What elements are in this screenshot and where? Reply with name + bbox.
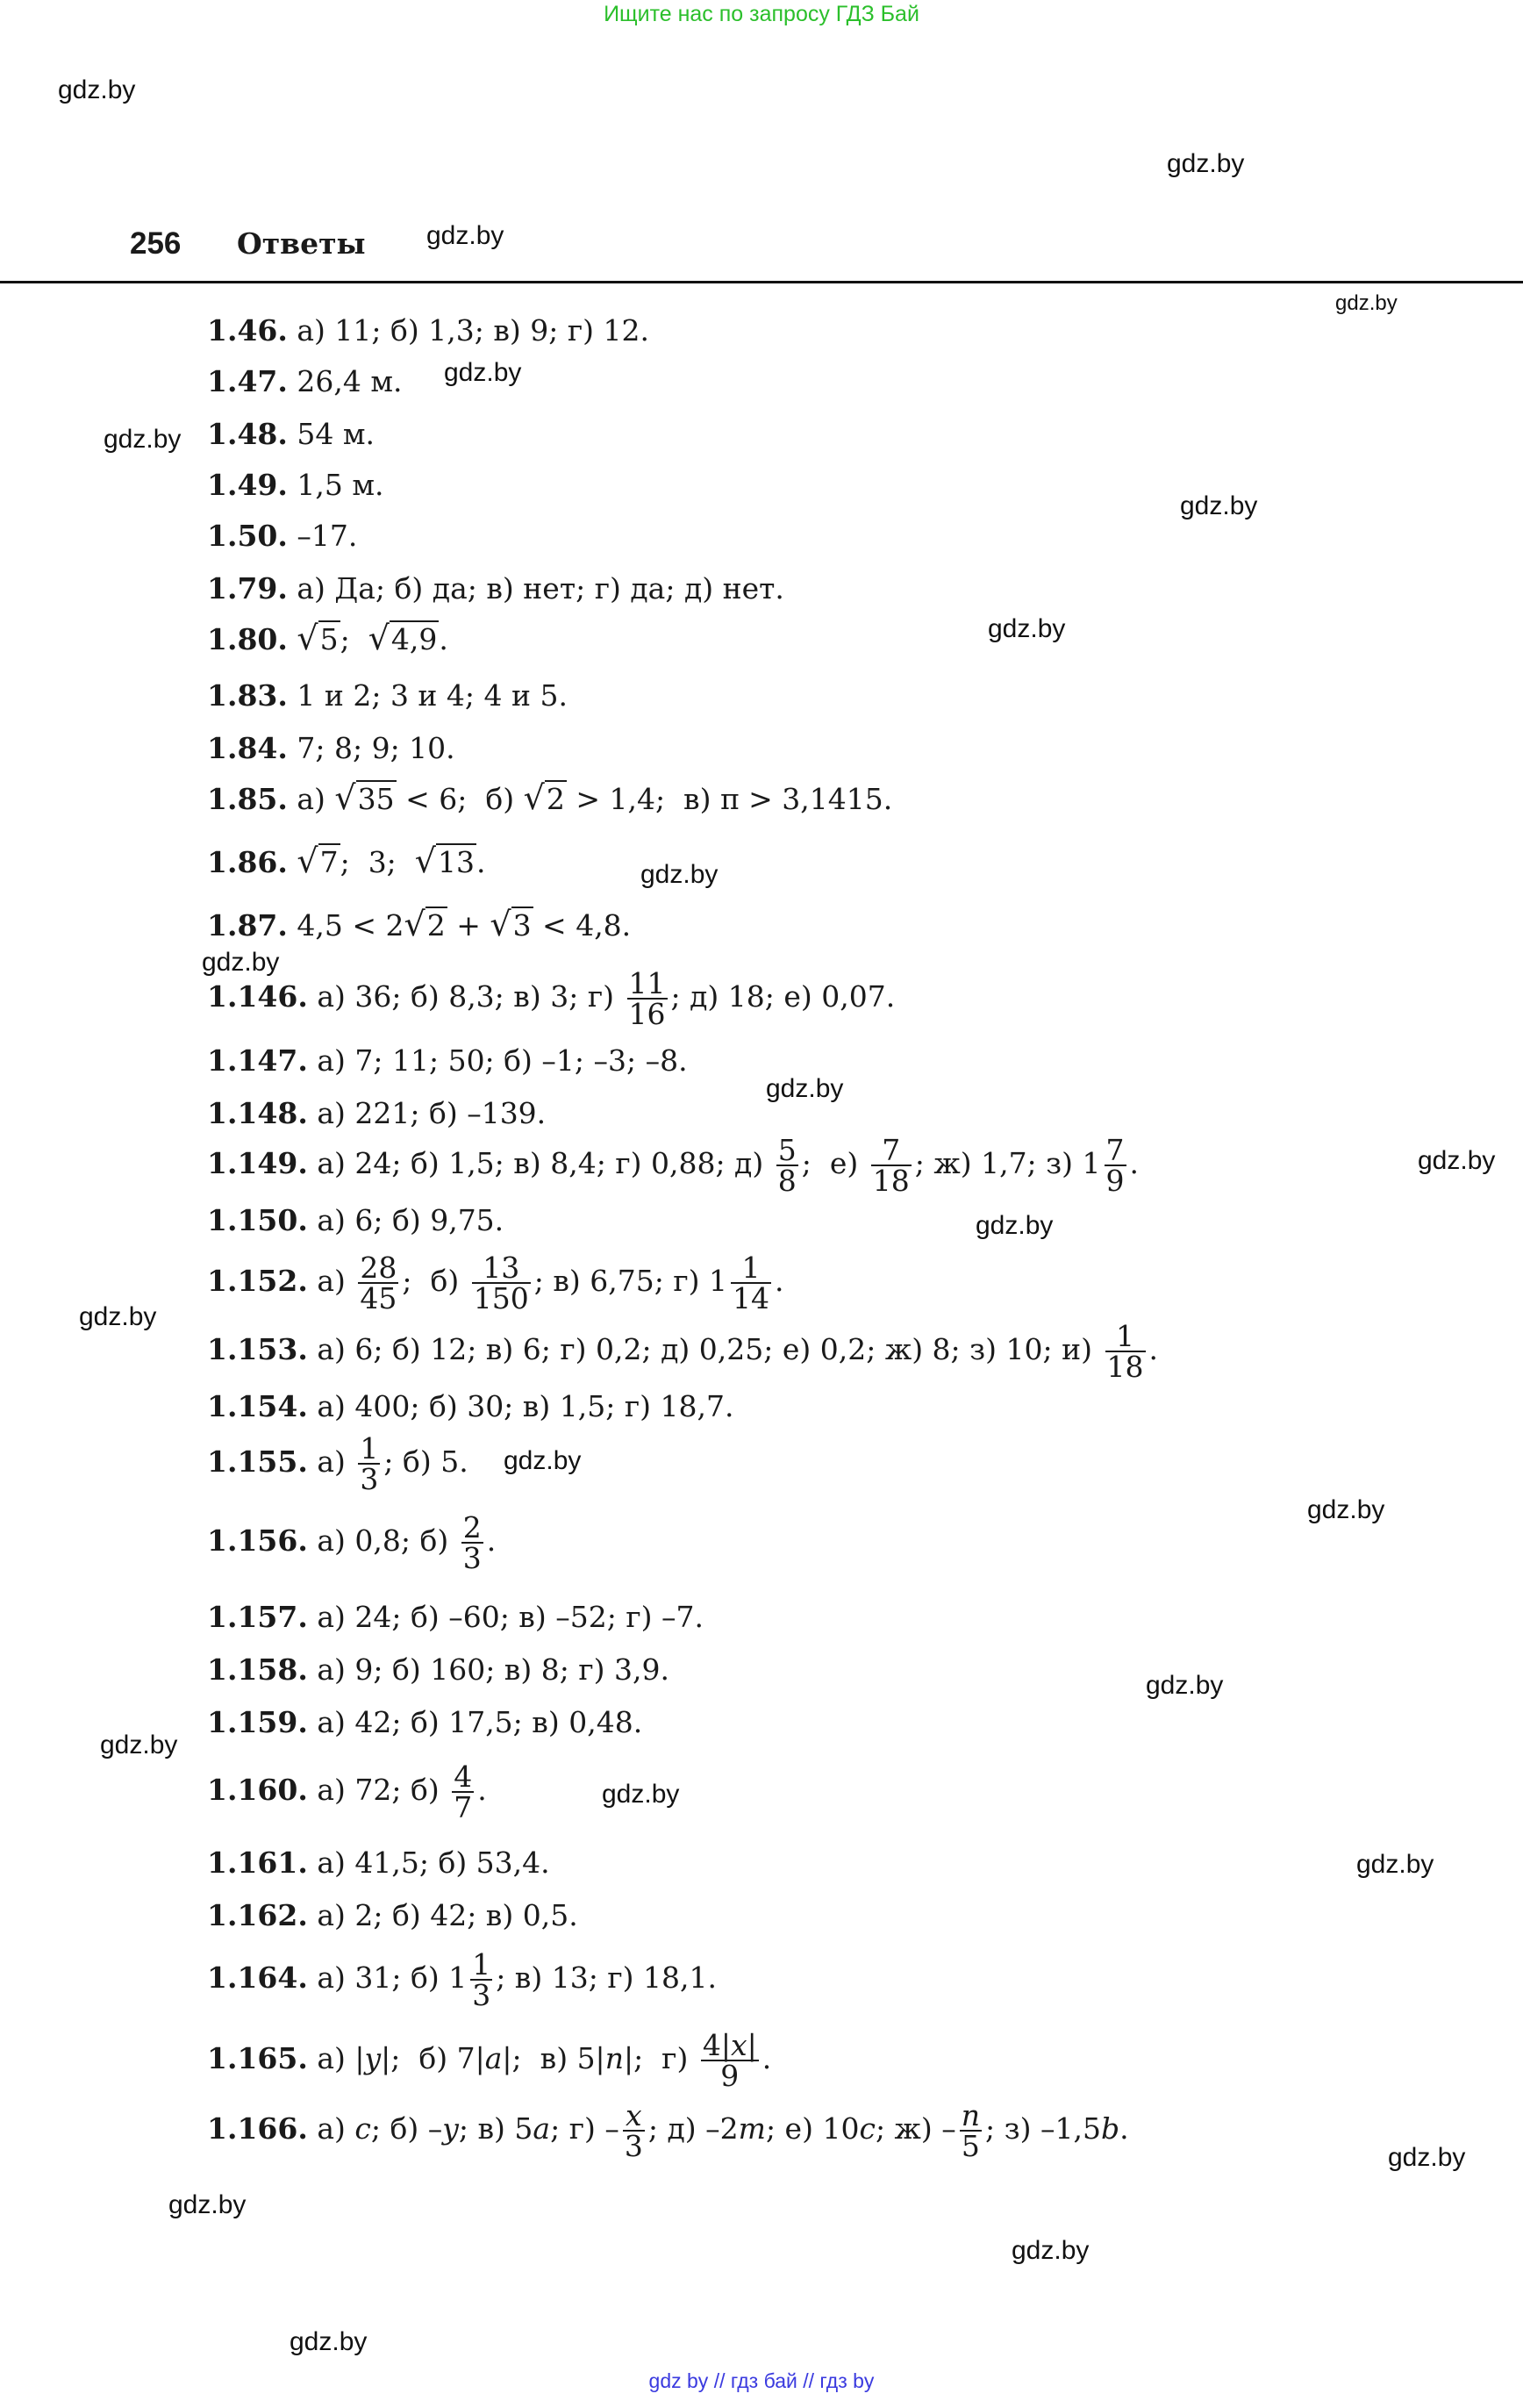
- answer-row: [207, 678, 568, 713]
- watermark: gdz.by: [640, 860, 719, 889]
- answer-text: а) c; б) –y; в) 5a; г) – $\frac{x}{3}$ ; д) –2m; е) 10c; ж) – $\frac{n}{5}$ ; з) –1,5b.: [317, 2098, 1129, 2163]
- answer-text: а) 2; б) 42; в) 0,5.: [317, 1898, 578, 1932]
- answer-row: [207, 907, 631, 941]
- watermark: gdz.by: [100, 1731, 178, 1759]
- answer-text: а) 9; б) 160; в) 8; г) 3,9.: [317, 1652, 669, 1687]
- answer-number: 1.154.: [207, 1389, 308, 1423]
- answer-number: 1.158.: [207, 1652, 308, 1687]
- section-title: Ответы: [236, 226, 366, 261]
- answer-number: 1.86.: [207, 845, 288, 879]
- watermark: gdz.by: [444, 358, 522, 387]
- page-header: [130, 226, 366, 262]
- answer-text: а) 400; б) 30; в) 1,5; г) 18,7.: [317, 1389, 734, 1423]
- watermark: gdz.by: [504, 1446, 582, 1475]
- answer-row: [207, 1652, 669, 1687]
- answer-text: а) 42; б) 17,5; в) 0,48.: [317, 1705, 643, 1739]
- answer-text: √7; 3; √13.: [297, 842, 486, 880]
- answer-number: 1.156.: [207, 1523, 308, 1558]
- answer-row: [207, 966, 896, 1031]
- answer-row: [207, 519, 358, 553]
- answer-row: [207, 2028, 772, 2093]
- answer-number: 1.50.: [207, 519, 288, 553]
- watermark: gdz.by: [290, 2327, 368, 2356]
- watermark: gdz.by: [1146, 1671, 1224, 1700]
- watermark: gdz.by: [79, 1302, 157, 1331]
- answer-number: 1.159.: [207, 1705, 308, 1739]
- answer-text: а) 24; б) –60; в) –52; г) –7.: [317, 1600, 704, 1634]
- answer-row: [207, 1319, 1158, 1384]
- answer-number: 1.161.: [207, 1845, 308, 1880]
- answer-number: 1.47.: [207, 364, 288, 398]
- answer-text: 1,5 м.: [297, 468, 384, 502]
- watermark: gdz.by: [1012, 2236, 1090, 2265]
- bottom-banner[interactable]: gdz by // гдз бай // гдз by: [648, 2369, 875, 2392]
- answer-text: а) 6; б) 12; в) 6; г) 0,2; д) 0,25; е) 0,2; ж) 8; з) 10; и) $\frac{1}{18}$ .: [317, 1319, 1158, 1384]
- answer-number: 1.83.: [207, 678, 288, 713]
- answer-row: [207, 1845, 550, 1880]
- answer-text: а) 72; б) $\frac{4}{7}$ .: [317, 1759, 487, 1824]
- watermark: gdz.by: [1388, 2143, 1466, 2172]
- answer-number: 1.147.: [207, 1043, 308, 1078]
- watermark: gdz.by: [976, 1211, 1054, 1240]
- answer-text: а) 41,5; б) 53,4.: [317, 1845, 550, 1880]
- watermark: gdz.by: [1335, 291, 1398, 315]
- answer-number: 1.157.: [207, 1600, 308, 1634]
- answer-text: √5; √4,9.: [297, 619, 448, 657]
- answer-row: [207, 417, 375, 451]
- watermark: gdz.by: [766, 1074, 844, 1103]
- answer-number: 1.80.: [207, 622, 288, 656]
- header-rule: [0, 281, 1523, 283]
- answer-number: 1.49.: [207, 468, 288, 502]
- answer-text: а) Да; б) да; в) нет; г) да; д) нет.: [297, 571, 784, 606]
- watermark: gdz.by: [58, 75, 136, 104]
- answer-row: [207, 1510, 497, 1575]
- top-banner[interactable]: Ищите нас по запросу ГДЗ Бай: [604, 2, 919, 26]
- answer-row: [207, 1043, 688, 1078]
- answer-row: [207, 1389, 734, 1423]
- answer-number: 1.160.: [207, 1773, 308, 1807]
- answer-row: [207, 313, 650, 348]
- answer-number: 1.46.: [207, 313, 288, 348]
- answer-number: 1.84.: [207, 731, 288, 765]
- answer-number: 1.79.: [207, 571, 288, 606]
- answer-text: а) 0,8; б) $\frac{2}{3}$ .: [317, 1510, 497, 1575]
- answer-number: 1.165.: [207, 2041, 308, 2075]
- answer-row: [207, 778, 893, 817]
- answer-text: 54 м.: [297, 417, 375, 451]
- watermark: gdz.by: [426, 221, 504, 250]
- watermark: gdz.by: [168, 2190, 247, 2219]
- answer-number: 1.166.: [207, 2111, 308, 2146]
- watermark: gdz.by: [988, 614, 1066, 643]
- watermark: gdz.by: [1356, 1850, 1434, 1879]
- answer-number: 1.146.: [207, 979, 308, 1014]
- answer-text: 1 и 2; 3 и 4; 4 и 5.: [297, 678, 568, 713]
- answer-number: 1.164.: [207, 1960, 308, 1995]
- answer-row: [207, 1898, 578, 1932]
- answer-text: а) √35 < 6; б) √2 > 1,4; в) π > 3,1415.: [297, 778, 893, 817]
- answer-row: [207, 1133, 1140, 1198]
- watermark: gdz.by: [1418, 1146, 1496, 1175]
- watermark: gdz.by: [1180, 491, 1258, 520]
- answer-number: 1.148.: [207, 1096, 308, 1130]
- answer-text: 4,5 < 2√2 + √3 < 4,8.: [297, 905, 632, 943]
- answer-text: а) 11; б) 1,3; в) 9; г) 12.: [297, 313, 650, 348]
- watermark: gdz.by: [1167, 149, 1245, 178]
- watermark: gdz.by: [202, 948, 280, 977]
- answer-text: а) $\frac{28}{45}$ ; б) $\frac{13}{150}$ ; в) 6,75; г) 1 $\frac{1}{14}$ .: [317, 1251, 784, 1315]
- answer-row: [207, 1096, 547, 1130]
- answer-row: [207, 1600, 704, 1634]
- answer-row: [207, 468, 384, 502]
- answer-text: а) 31; б) 1 $\frac{1}{3}$ ; в) 13; г) 18,1.: [317, 1947, 717, 2012]
- answer-row: [207, 2098, 1129, 2163]
- answer-text: а) 36; б) 8,3; в) 3; г) $\frac{11}{16}$ ; д) 18; е) 0,07.: [317, 966, 896, 1031]
- answer-number: 1.152.: [207, 1264, 308, 1298]
- answer-row: [207, 1431, 468, 1496]
- answer-row: [207, 1203, 504, 1237]
- answer-row: [207, 1705, 643, 1739]
- answer-row: [207, 1947, 717, 2012]
- answer-row: [207, 621, 448, 655]
- answer-text: а) 6; б) 9,75.: [317, 1203, 504, 1237]
- answer-row: [207, 1253, 784, 1313]
- answer-row: [207, 1759, 487, 1824]
- answer-number: 1.48.: [207, 417, 288, 451]
- answer-row: [207, 731, 455, 765]
- answer-number: 1.162.: [207, 1898, 308, 1932]
- answer-number: 1.149.: [207, 1146, 308, 1180]
- answer-text: а) 221; б) –139.: [317, 1096, 547, 1130]
- answer-text: а) |y|; б) 7|a|; в) 5|n|; г) $\frac{4|x|}{9}$ .: [317, 2028, 772, 2093]
- answer-number: 1.87.: [207, 908, 288, 942]
- answer-row: [207, 844, 486, 878]
- answer-text: 26,4 м.: [297, 364, 403, 398]
- answer-row: [207, 571, 784, 606]
- page-number: 256: [130, 226, 182, 261]
- answer-text: –17.: [297, 519, 358, 553]
- answer-text: а) 7; 11; 50; б) –1; –3; –8.: [317, 1043, 688, 1078]
- watermark: gdz.by: [602, 1780, 680, 1809]
- answer-number: 1.155.: [207, 1444, 308, 1479]
- answer-text: 7; 8; 9; 10.: [297, 731, 455, 765]
- answer-number: 1.85.: [207, 782, 288, 816]
- answer-number: 1.153.: [207, 1332, 308, 1366]
- answer-text: а) 24; б) 1,5; в) 8,4; г) 0,88; д) $\frac{5}{8}$ ; е) $\frac{7}{18}$ ; ж) 1,7; з) 1 $\frac{7}{9}$ .: [317, 1133, 1140, 1198]
- watermark: gdz.by: [1307, 1495, 1385, 1524]
- answer-row: [207, 364, 403, 398]
- watermark: gdz.by: [104, 425, 182, 454]
- answer-number: 1.150.: [207, 1203, 308, 1237]
- answer-text: а) $\frac{1}{3}$ ; б) 5.: [317, 1431, 468, 1496]
